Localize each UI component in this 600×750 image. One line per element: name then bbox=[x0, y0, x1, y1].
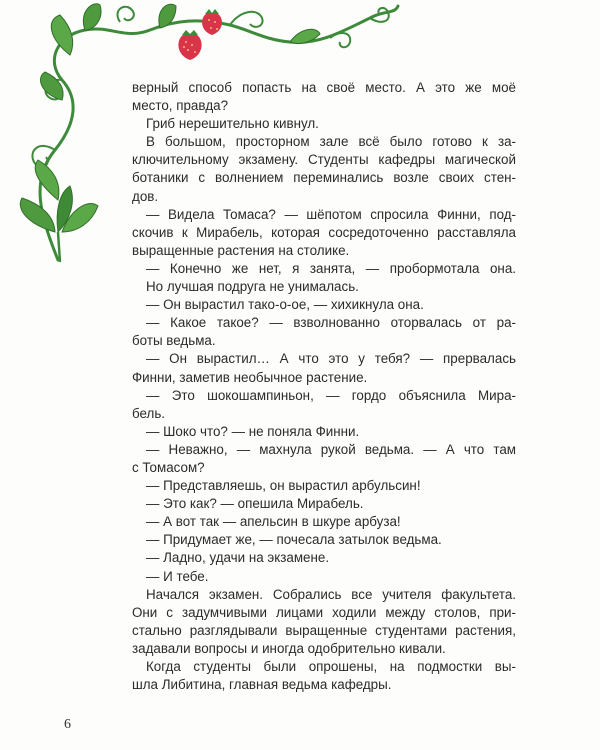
text-line: — Это шокошампиньон, — гордо объяснила Мира- bbox=[146, 387, 516, 403]
strawberry-icon bbox=[202, 9, 222, 35]
text-line: — Неважно, — махнула рукой ведьма. — А что там bbox=[146, 441, 516, 457]
text-line: — Придумает же, — почесала затылок ведьма. bbox=[146, 532, 442, 548]
text-line: бель. bbox=[132, 405, 166, 421]
text-line: дов. bbox=[132, 188, 159, 204]
text-line: — И тебе. bbox=[146, 568, 209, 584]
text-line: — Представляешь, он вырастил арбульсин! bbox=[146, 478, 421, 494]
text-line: Финни, заметив необычное растение. bbox=[132, 369, 368, 385]
text-line: Начался экзамен. Собрались все учителя факультета. bbox=[146, 586, 516, 602]
text-line: — Это как? — опешила Мирабель. bbox=[146, 496, 364, 512]
text-line: боты ведьма. bbox=[132, 333, 216, 349]
text-line: — Шоко что? — не поняла Финни. bbox=[146, 423, 360, 439]
text-line: — Конечно же нет, я занята, — пробормотала она. bbox=[146, 260, 516, 276]
page-number: 6 bbox=[64, 717, 71, 732]
text-line: с Томасом? bbox=[132, 459, 205, 475]
text-line: — Ладно, удачи на экзамене. bbox=[146, 550, 330, 566]
text-line: верный способ попасть на своё место. А это же моё bbox=[132, 80, 516, 95]
text-line: — А вот так — апельсин в шкуре арбуза! bbox=[146, 514, 401, 530]
text-line: выращенные растения на столике. bbox=[132, 242, 350, 258]
text-line: Гриб нерешительно кивнул. bbox=[146, 116, 319, 132]
text-line: шла Либитина, главная ведьма кафедры. bbox=[132, 677, 392, 693]
text-line: скочив к Мирабель, которая сосредоточенно расставляла bbox=[132, 224, 516, 240]
text-line: Когда студенты были опрошены, на подмостки вы- bbox=[146, 659, 516, 674]
strawberry-icon bbox=[178, 30, 201, 60]
text-line: Но лучшая подруга не унималась. bbox=[146, 279, 359, 295]
text-line: В большом, просторном зале всё было готово к за- bbox=[146, 134, 516, 150]
text-line: — Он вырастил… А что это у тебя? — прервалась bbox=[146, 351, 516, 367]
text-line: задавали вопросы и иногда одобрительно кивали. bbox=[132, 640, 446, 656]
text-line: стально разглядывали выращенные студентами растения, bbox=[132, 622, 516, 638]
text-line: — Какое такое? — взволнованно оторвалась от ра- bbox=[146, 315, 516, 331]
text-line: — Видела Томаса? — шёпотом спросила Финни, под- bbox=[146, 206, 516, 222]
text-line: место, правда? bbox=[132, 98, 229, 114]
text-line: ботаники с волнением переминались возле своих стен- bbox=[132, 170, 516, 186]
page-text bbox=[132, 79, 516, 694]
text-line: Они с задумчивыми лицами ходили между столов, при- bbox=[132, 604, 516, 620]
text-line: — Он вырастил тако-о-ое, — хихикнула она. bbox=[146, 297, 424, 313]
text-line: ключительному экзамену. Студенты кафедры магической bbox=[132, 152, 516, 168]
